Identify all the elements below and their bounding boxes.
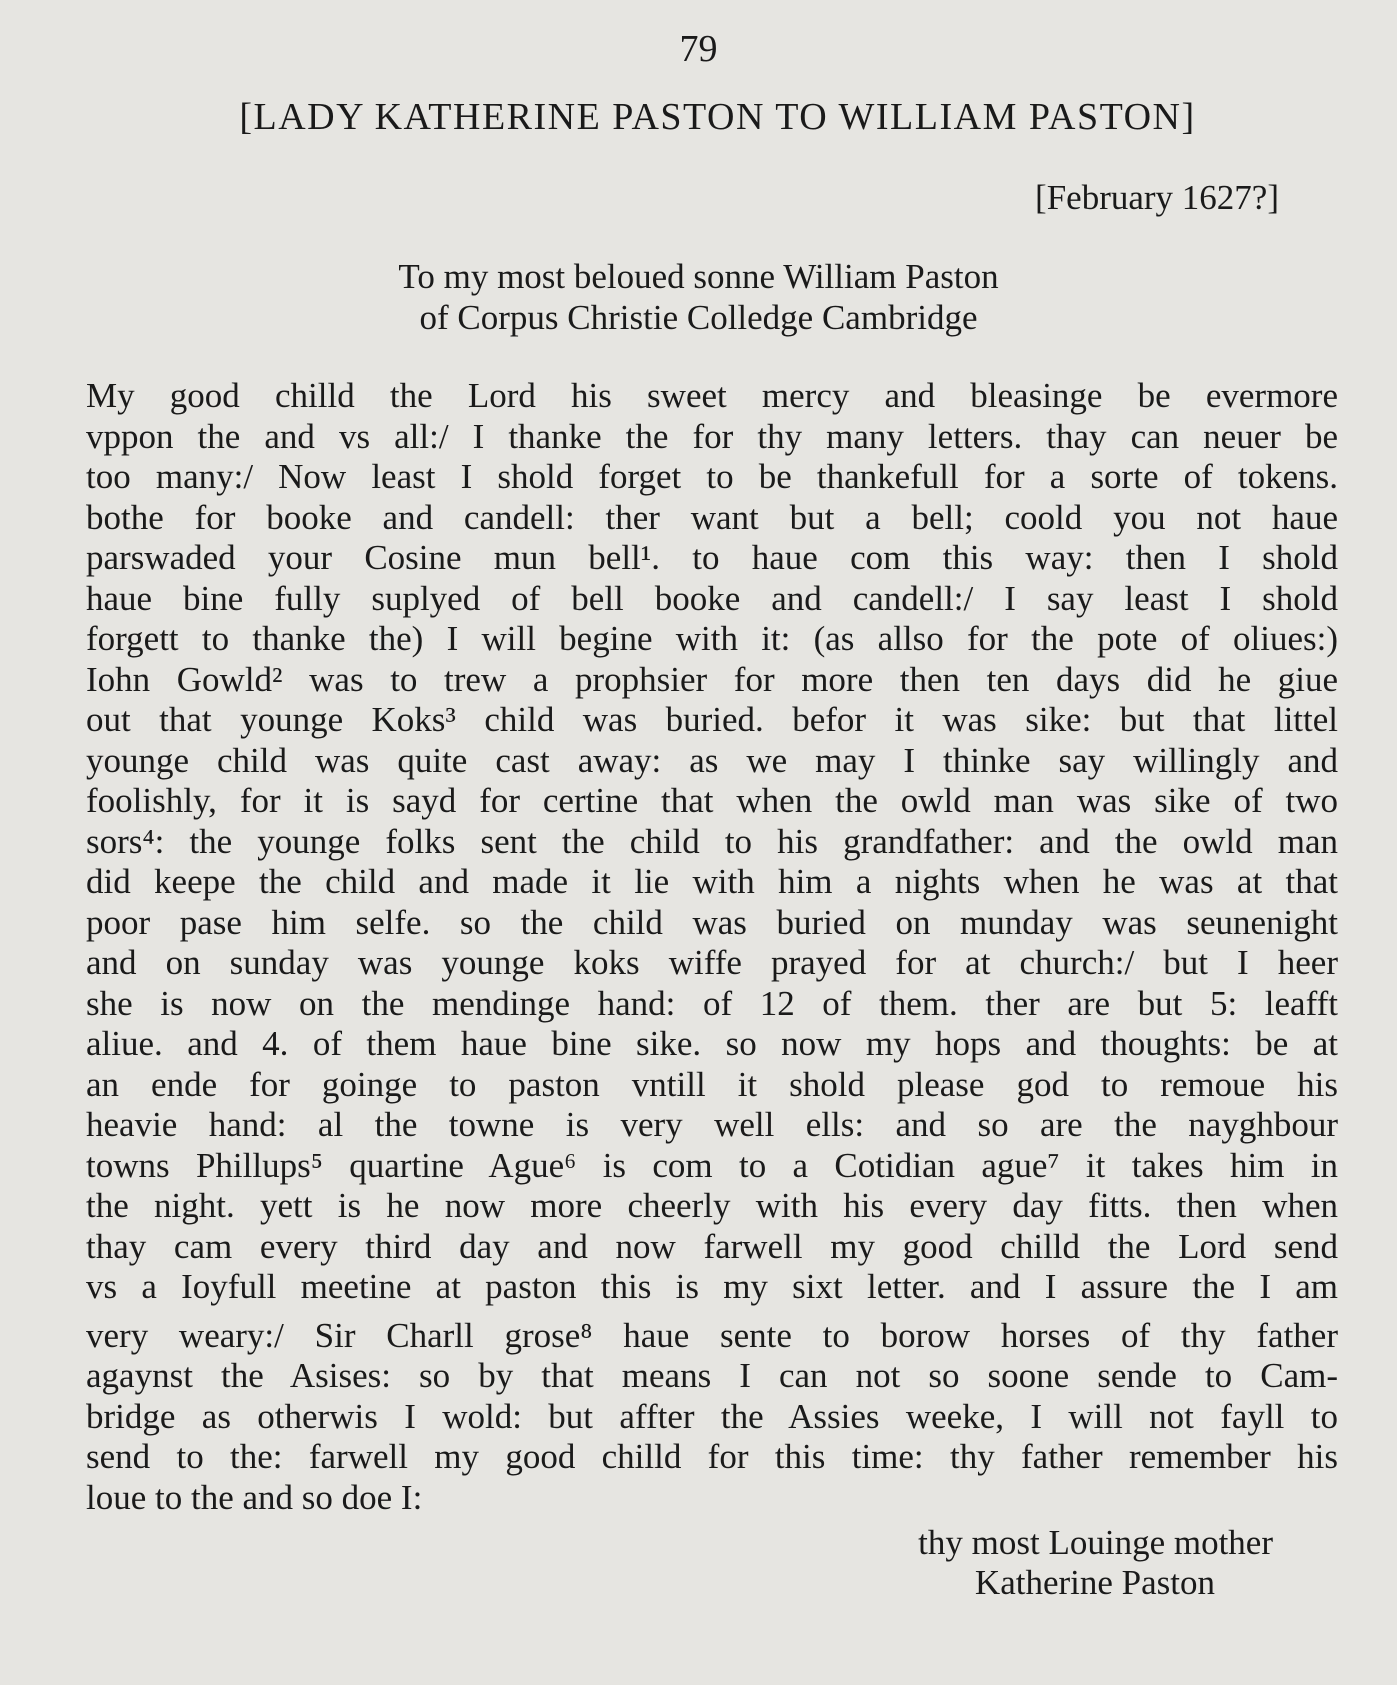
body-line: very weary:/ Sir Charll grose⁸ haue sente to borow horses of thy father [86,1315,1338,1355]
paragraph-gap [86,1308,1338,1316]
body-line: aliue. and 4. of them haue bine sike. so now my hops and thoughts: be at [86,1024,1338,1063]
body-line: agaynst the Asises: so by that means I can not so soone sende to Cam- [86,1356,1338,1395]
body-line: she is now on the mendinge hand: of 12 of them. ther are but 5: leafft [86,983,1338,1023]
page-number: 79 [679,28,718,70]
signature-block [918,1523,1273,1603]
body-line: did keepe the child and made it lie with him a nights when he was at that [86,862,1338,901]
letter-date: [February 1627?] [1035,178,1279,217]
body-line: thay cam every third day and now farwell my good chilld the Lord send [86,1226,1338,1266]
body-line: Iohn Gowld² was to trew a prophsier for more then ten days did he giue [86,659,1338,699]
body-line: vppon the and vs all:/ I thanke the for thy many letters. thay can neuer be [86,416,1338,456]
address-line: To my most beloued sonne William Paston [398,257,999,296]
body-line: send to the: farwell my good chilld for this time: thy father remember his [86,1437,1338,1476]
body-line: bridge as otherwis I wold: but affter the Assies weeke, I will not fayll to [86,1396,1338,1436]
body-line: and on sunday was younge koks wiffe prayed for at church:/ but I heer [86,943,1338,982]
letter-heading: [LADY KATHERINE PASTON TO WILLIAM PASTON] [239,96,1196,138]
body-line: too many:/ Now least I shold forget to be thankefull for a sorte of tokens. [86,457,1338,496]
body-line: out that younge Koks³ child was buried. befor it was sike: but that littel [86,700,1338,739]
body-line: vs a Ioyfull meetine at paston this is my sixt letter. and I assure the I am [86,1267,1338,1306]
body-line: bothe for booke and candell: ther want but a bell; coold you not haue [86,497,1338,537]
body-line: heavie hand: al the towne is very well ells: and so are the nayghbour [86,1105,1338,1144]
letter-body [86,376,1338,1518]
body-line: haue bine fully suplyed of bell booke and candell:/ I say least I shold [86,578,1338,618]
body-line: poor pase him selfe. so the child was buried on munday was seunenight [86,902,1338,942]
body-line: parswaded your Cosine mun bell¹. to haue com this way: then I shold [86,538,1338,577]
address-line: of Corpus Christie Colledge Cambridge [419,298,978,337]
body-line: younge child was quite cast away: as we may I thinke say willingly and [86,740,1338,780]
body-line: towns Phillups⁵ quartine Ague⁶ is com to a Cotidian ague⁷ it takes him in [86,1145,1338,1185]
body-line: forgett to thanke the) I will begine with it: (as allso for the pote of oliues:) [86,619,1338,658]
letter-address [0,256,1397,338]
body-line: foolishly, for it is sayd for certine that when the owld man was sike of two [86,781,1338,820]
body-line: loue to the and so doe I: [86,1477,423,1517]
body-line: an ende for goinge to paston vntill it shold please god to remoue his [86,1064,1338,1104]
signature-closing: thy most Louinge mother [918,1523,1273,1562]
body-line: sors⁴: the younge folks sent the child to his grandfather: and the owld man [86,821,1338,861]
signature-name: Katherine Paston [974,1563,1215,1602]
body-line: My good chilld the Lord his sweet mercy and bleasinge be evermore [86,376,1338,415]
body-line: the night. yett is he now more cheerly with his every day fitts. then when [86,1186,1338,1225]
